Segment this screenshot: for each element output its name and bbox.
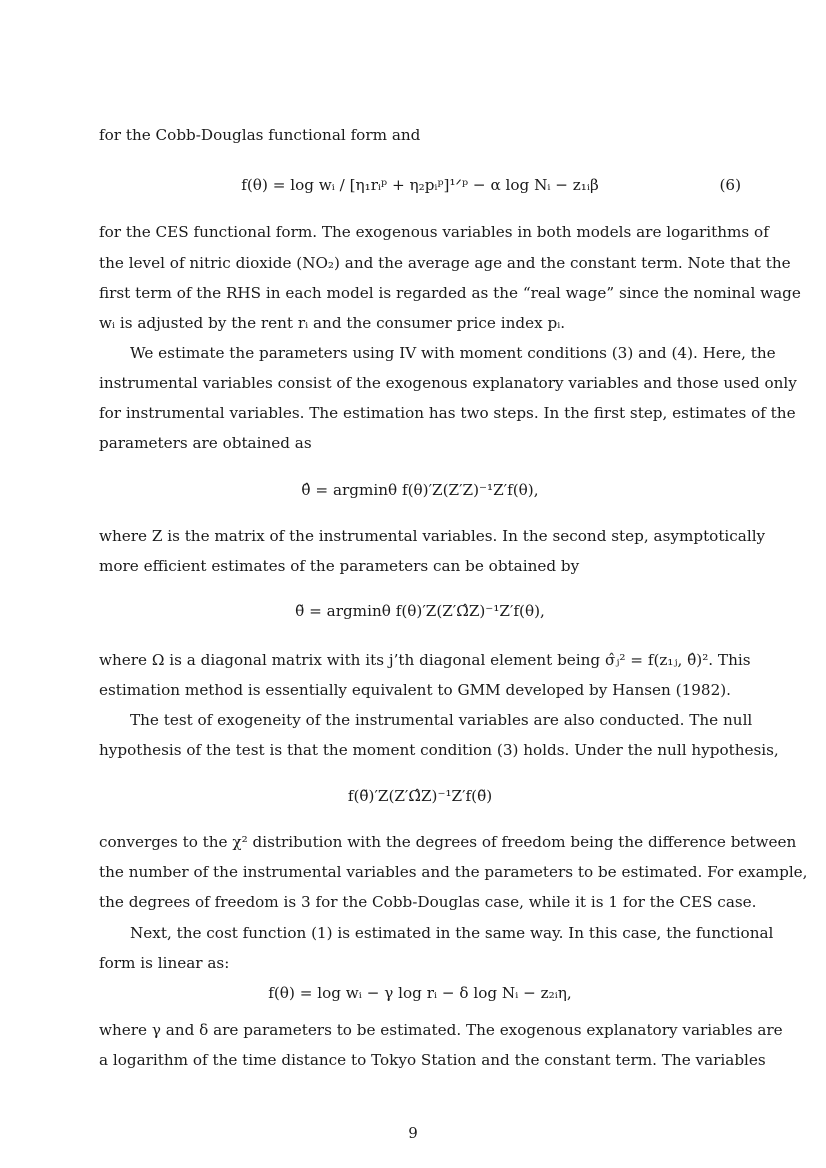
equation-cost-function: f(θ) = log wᵢ − γ log rᵢ − δ log Nᵢ − z₂ᵢη, bbox=[268, 984, 572, 1002]
text-line: The test of exogeneity of the instrumental variables are also conducted. The null bbox=[130, 711, 753, 729]
text-line: instrumental variables consist of the exogenous explanatory variables and those used only bbox=[99, 374, 797, 392]
text-line: the level of nitric dioxide (NO₂) and the average age and the constant term. Note that the bbox=[99, 254, 791, 272]
text-line: where Ω is a diagonal matrix with its j’th diagonal element being σ̂ⱼ² = f(z₁ⱼ, θ̂)². This bbox=[99, 651, 751, 669]
text-line: wᵢ is adjusted by the rent rᵢ and the consumer price index pᵢ. bbox=[99, 314, 566, 332]
text-line: parameters are obtained as bbox=[99, 434, 312, 452]
text-line: hypothesis of the test is that the moment condition (3) holds. Under the null hypothesis, bbox=[99, 741, 779, 759]
text-line: for instrumental variables. The estimation has two steps. In the first step, estimates of the bbox=[99, 404, 796, 422]
text-line: where Z is the matrix of the instrumental variables. In the second step, asymptotically bbox=[99, 527, 766, 545]
text-line: form is linear as: bbox=[99, 954, 230, 972]
equation-6: f(θ) = log wᵢ / [η₁rᵢᵖ + η₂pᵢᵖ]¹ᐟᵖ − α log Nᵢ − z₁ᵢβ bbox=[241, 176, 599, 194]
text-line: estimation method is essentially equivalent to GMM developed by Hansen (1982). bbox=[99, 681, 731, 699]
text-line: where γ and δ are parameters to be estimated. The exogenous explanatory variables are bbox=[99, 1021, 783, 1039]
text-line: converges to the χ² distribution with the degrees of freedom being the difference between bbox=[99, 833, 797, 851]
text-line: Next, the cost function (1) is estimated in the same way. In this case, the functional bbox=[130, 924, 774, 942]
page-number: 9 bbox=[408, 1124, 418, 1142]
equation-theta-hat: θ̂ = argminθ f(θ)′Z(Z′Z)⁻¹Z′f(θ), bbox=[301, 481, 539, 499]
equation-test-statistic: f(θ̃)′Z(Z′Ω̂Z)⁻¹Z′f(θ̃) bbox=[347, 787, 493, 805]
text-line: for the CES functional form. The exogenous variables in both models are logarithms of bbox=[99, 223, 769, 241]
equation-theta-tilde: θ̃ = argminθ f(θ)′Z(Z′Ω̂Z)⁻¹Z′f(θ), bbox=[295, 602, 545, 620]
text-line: a logarithm of the time distance to Tokyo Station and the constant term. The variables bbox=[99, 1051, 766, 1069]
text-line: for the Cobb-Douglas functional form and bbox=[99, 126, 421, 144]
equation-number: (6) bbox=[719, 176, 741, 194]
text-line: first term of the RHS in each model is regarded as the “real wage” since the nominal wage bbox=[99, 284, 801, 302]
text-line: more efficient estimates of the parameters can be obtained by bbox=[99, 557, 580, 575]
text-line: the degrees of freedom is 3 for the Cobb-Douglas case, while it is 1 for the CES case. bbox=[99, 893, 757, 911]
text-line: We estimate the parameters using IV with moment conditions (3) and (4). Here, the bbox=[130, 344, 776, 362]
text-line: the number of the instrumental variables and the parameters to be estimated. For example, bbox=[99, 863, 808, 881]
